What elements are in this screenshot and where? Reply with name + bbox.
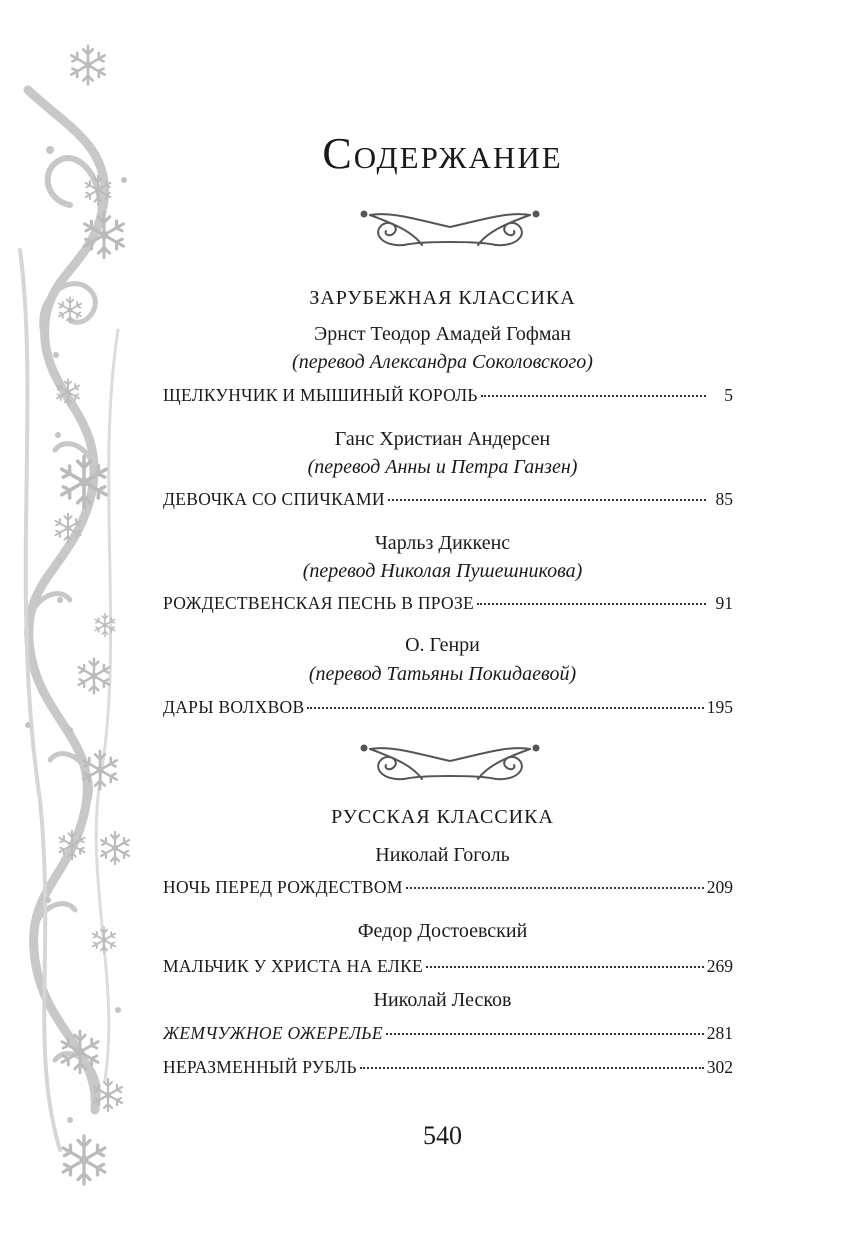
section-heading-russian: РУССКАЯ КЛАССИКА <box>331 806 554 828</box>
toc-entry-title: ДЕВОЧКА СО СПИЧКАМИ <box>163 489 385 509</box>
toc-entry-title: ЩЕЛКУНЧИК И МЫШИНЫЙ КОРОЛЬ <box>163 385 478 405</box>
dot-leader <box>307 707 703 709</box>
toc-entry[interactable] <box>163 956 733 977</box>
dot-leader <box>386 1033 704 1035</box>
translator-credit: (перевод Александра Соколовского) <box>292 351 593 373</box>
toc-entry-page: 281 <box>706 1023 733 1043</box>
author-name: Федор Достоевский <box>357 920 528 942</box>
translator-credit: (перевод Татьяны Покидаевой) <box>308 663 577 685</box>
author-name: Ганс Христиан Андерсен <box>334 428 551 450</box>
toc-entry-title: НЕРАЗМЕННЫЙ РУБЛЬ <box>163 1057 357 1077</box>
author-name: Николай Лесков <box>373 989 512 1011</box>
toc-entry-page: 209 <box>706 877 733 897</box>
toc-entry-page: 5 <box>724 385 733 405</box>
author-name: Николай Гоголь <box>375 844 510 866</box>
toc-entry-title: МАЛЬЧИК У ХРИСТА НА ЕЛКЕ <box>163 956 424 976</box>
ornament-flourish-top <box>352 203 548 259</box>
page-title: Содержание <box>322 129 563 178</box>
toc-entry[interactable] <box>163 1057 733 1078</box>
toc-entry[interactable] <box>163 593 733 614</box>
toc-entry-page: 302 <box>706 1057 733 1077</box>
toc-entry-page: 85 <box>715 489 733 509</box>
toc-entry-title: НОЧЬ ПЕРЕД РОЖДЕСТВОМ <box>163 877 403 897</box>
toc-entry[interactable] <box>163 489 733 510</box>
toc-entry[interactable] <box>163 877 733 898</box>
dot-leader <box>481 395 706 397</box>
toc-entry-page: 269 <box>706 956 733 976</box>
toc-entry[interactable] <box>163 697 733 718</box>
section-heading-foreign: ЗАРУБЕЖНАЯ КЛАССИКА <box>309 287 576 309</box>
dot-leader <box>426 966 704 968</box>
page-number: 540 <box>423 1121 462 1150</box>
author-name: Эрнст Теодор Амадей Гофман <box>314 323 571 345</box>
dot-leader <box>388 499 706 501</box>
dot-leader <box>406 887 704 889</box>
author-name: О. Генри <box>405 634 480 656</box>
toc-entry[interactable] <box>163 385 733 406</box>
translator-credit: (перевод Николая Пушешникова) <box>302 560 583 582</box>
dot-leader <box>477 603 706 605</box>
toc-entry-title: ЖЕМЧУЖНОЕ ОЖЕРЕЛЬЕ <box>163 1023 383 1043</box>
toc-entry[interactable] <box>163 1023 733 1044</box>
translator-credit: (перевод Анны и Петра Ганзен) <box>307 456 578 478</box>
ornament-flourish-middle <box>352 737 548 793</box>
toc-entry-page: 195 <box>706 697 733 717</box>
toc-entry-title: ДАРЫ ВОЛХВОВ <box>163 697 305 717</box>
author-name: Чарльз Диккенс <box>374 532 511 554</box>
toc-entry-page: 91 <box>715 593 733 613</box>
decorative-border <box>0 0 140 1240</box>
dot-leader <box>360 1067 704 1069</box>
toc-entry-title: РОЖДЕСТВЕНСКАЯ ПЕСНЬ В ПРОЗЕ <box>163 593 475 613</box>
